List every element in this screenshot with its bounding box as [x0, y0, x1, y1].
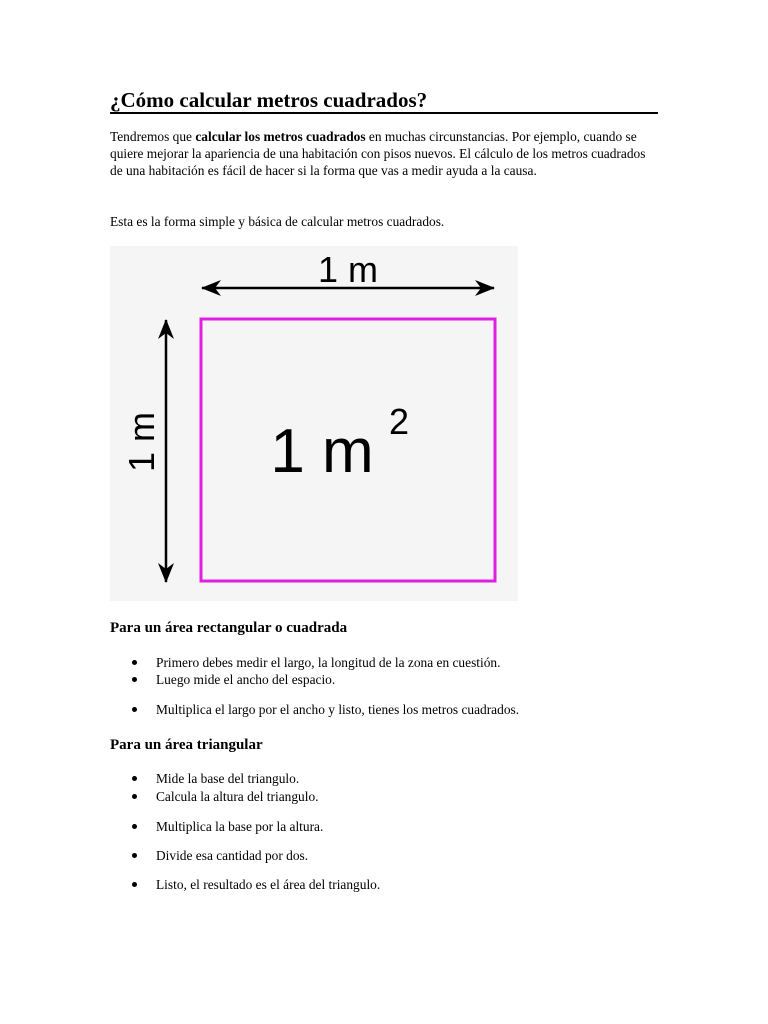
diagram-svg: [110, 246, 518, 601]
section-heading-triangular: Para un área triangular: [110, 737, 263, 753]
intro-suffix: en muchas circunstancias. Por ejemplo, cuando se quiere mejorar la apariencia de una habitación con pisos nuevos. El cálculo de los metros cuadrados de una habitación es fácil de hacer si la forma que vas a medir ayuda a la causa.: [110, 129, 646, 178]
bullet-icon: [132, 776, 137, 781]
bullet-icon: [132, 824, 137, 829]
section-heading-rectangular: Para un área rectangular o cuadrada: [110, 620, 348, 636]
intro-prefix: Tendremos que: [110, 129, 196, 144]
square-meter-diagram: [110, 246, 518, 601]
page-title: ¿Cómo calcular metros cuadrados?: [110, 88, 658, 114]
bullet-icon: [132, 882, 137, 887]
top-dimension-label: 1 m: [317, 249, 379, 290]
bullet-icon: [132, 853, 137, 858]
area-exponent: 2: [388, 401, 410, 442]
bullet-icon: [132, 677, 137, 682]
simple-method-text: Esta es la forma simple y básica de calcular metros cuadrados.: [110, 214, 445, 229]
side-dimension-label: 1 m: [121, 411, 162, 473]
bullet-icon: [132, 660, 137, 665]
intro-bold: calcular los metros cuadrados: [195, 129, 366, 144]
intro-paragraph: [110, 128, 660, 179]
area-label: 1 m: [270, 417, 374, 486]
bullet-icon: [132, 794, 137, 799]
bullet-icon: [132, 707, 137, 712]
